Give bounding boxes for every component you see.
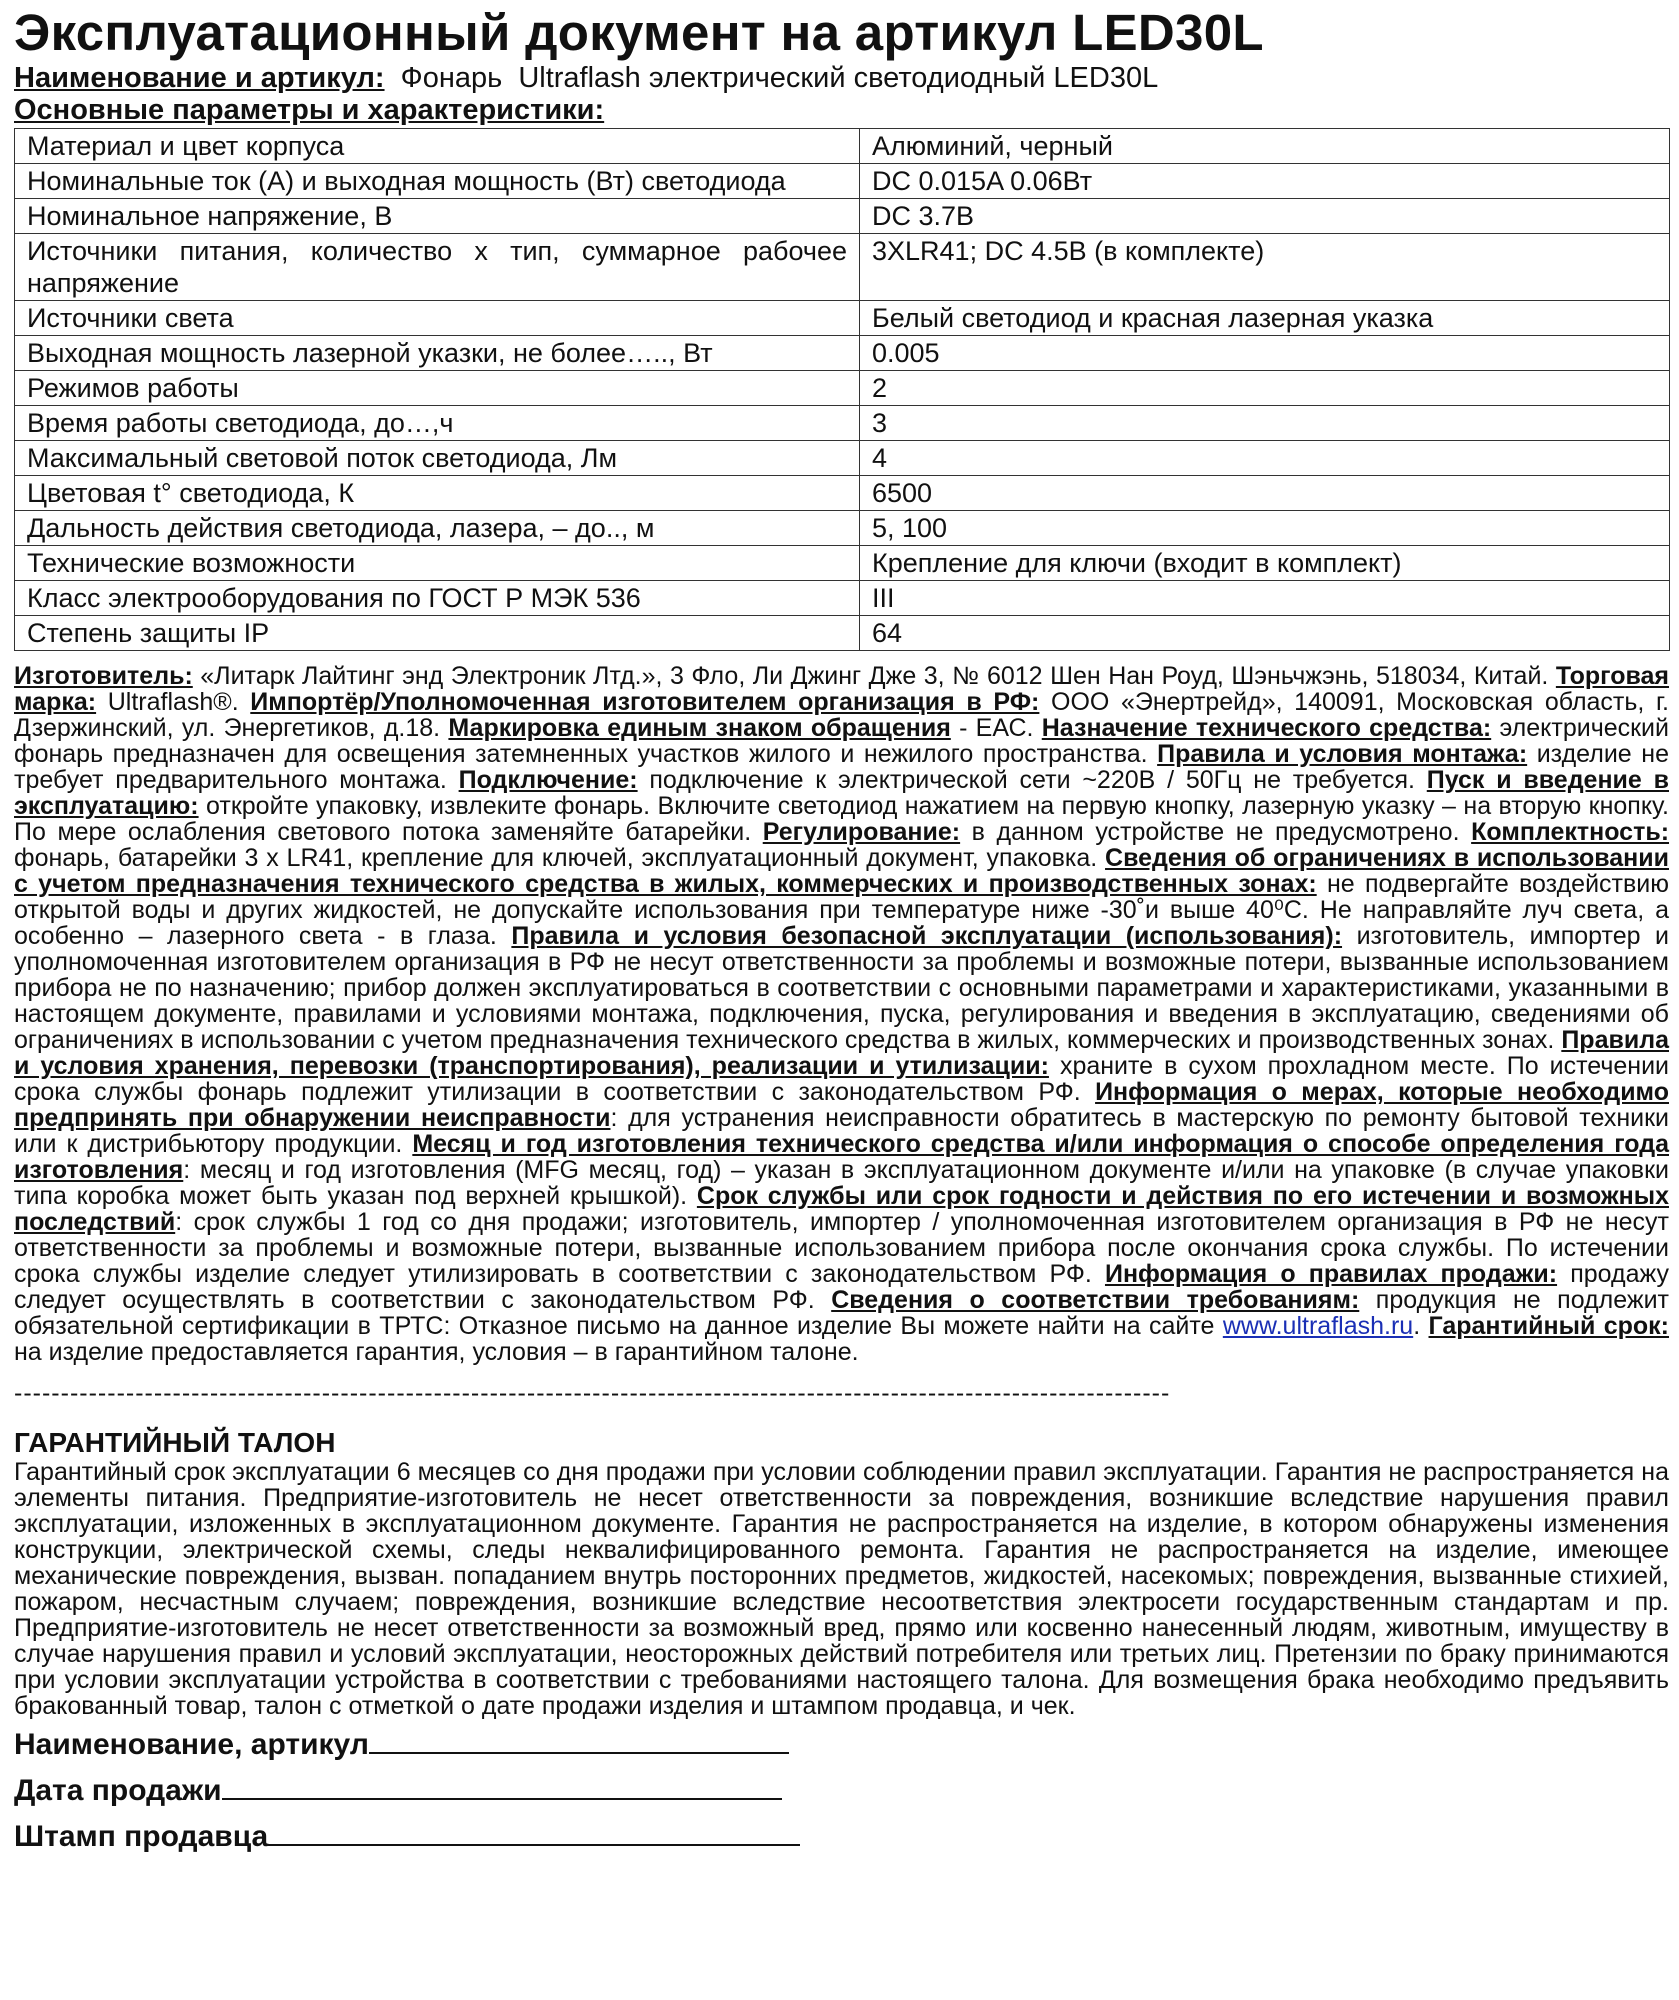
section-text: «Литарк Лайтинг энд Электроник Лтд.», 3 Фло, Ли Джинг Дже 3, № 6012 Шен Нан Роуд, Шэньчжэнь, 518034, Китай. — [192, 662, 1556, 690]
param-row — [15, 301, 1670, 336]
document-title: Эксплуатационный документ на артикул LED30L — [14, 4, 1264, 61]
section-heading: Информация о правилах продажи: — [1104, 1260, 1558, 1288]
param-name: Источники питания, количество х тип, суммарное рабочее напряжение — [15, 234, 860, 301]
section-heading: Гарантийный срок: — [1428, 1312, 1669, 1340]
param-name: Класс электрооборудования по ГОСТ Р МЭК 536 — [15, 581, 860, 616]
param-row — [15, 371, 1670, 406]
section-heading: Пуск и введение в эксплуатацию: — [14, 766, 1669, 820]
param-value: 3 — [860, 406, 1670, 441]
section-heading: Информация о мерах, которые необходимо предпринять при обнаружении неисправности — [14, 1078, 1669, 1132]
product-name-line — [14, 62, 1669, 94]
section-text: не подвергайте воздействию открытой воды и других жидкостей, не допускайте использования при температуре ниже -30˚и выше 40⁰С. Не направляйте луч света, а особенно – лазерного света - в глаза. — [14, 870, 1669, 950]
section-heading: Импортёр/Уполномоченная изготовителем организация в РФ: — [250, 688, 1040, 716]
param-value: 5, 100 — [860, 511, 1670, 546]
param-row — [15, 234, 1670, 301]
section-text: продукция не подлежит обязательной сертификации в ТРТС: Отказное письмо на данное изделие Вы можете найти на сайте — [14, 1286, 1669, 1340]
param-row — [15, 616, 1670, 651]
param-value: III — [860, 581, 1670, 616]
section-text: ООО «Энертрейд», 140091, Московская область, г. Дзержинский, ул. Энергетиков, д.18. — [14, 688, 1669, 742]
section-heading: Торговая марка: — [14, 662, 1669, 716]
section-text: - ЕАС. — [950, 714, 1042, 742]
section-text: : месяц и год изготовления (MFG месяц, год) – указан в эксплуатационном документе и/или на упаковке (в случае упаковки типа коробка может быть указан под верхней крышкой). — [14, 1156, 1669, 1210]
product-name-label: Наименование и артикул: — [14, 62, 385, 94]
param-name: Выходная мощность лазерной указки, не более….., Вт — [15, 336, 860, 371]
param-name: Номинальные ток (А) и выходная мощность (Вт) светодиода — [15, 164, 860, 199]
param-row — [15, 546, 1670, 581]
field-product-name-blank[interactable] — [369, 1728, 789, 1754]
section-text: Ultraflash®. — [96, 688, 251, 716]
param-value: DC 0.015A 0.06Вт — [860, 164, 1670, 199]
section-heading: Подключение: — [458, 766, 638, 794]
section-text: : срок службы 1 год со дня продажи; изготовитель, импортер / уполномоченная изготовителем организация в РФ не несут ответственности за проблемы и возможные потери, вызванные использованием прибора после окончания срока службы. По истечении срока службы изделие следует утилизировать в соответствии с законодательством РФ. — [14, 1208, 1669, 1288]
param-name: Максимальный световой поток светодиода, Лм — [15, 441, 860, 476]
section-text: фонарь, батарейки 3 х LR41, крепление для ключей, эксплуатационный документ, упаковка. — [14, 844, 1106, 872]
section-text: на изделие предоставляется гарантия, условия – в гарантийном талоне. — [14, 1338, 859, 1366]
param-row — [15, 406, 1670, 441]
field-product-name-label: Наименование, артикул — [14, 1728, 369, 1761]
params-table-body — [15, 129, 1670, 651]
field-seller-stamp-label: Штамп продавца — [14, 1820, 269, 1853]
section-heading: Правила и условия монтажа: — [1157, 740, 1528, 768]
section-text: продажу следует осуществлять в соответствии с законодательством РФ. — [14, 1260, 1669, 1314]
param-row — [15, 476, 1670, 511]
param-name: Степень защиты IP — [15, 616, 860, 651]
param-value: 0.005 — [860, 336, 1670, 371]
param-row — [15, 511, 1670, 546]
cut-line-separator: ---------------------------------------------------------------------------------------------------------------------------- — [14, 1379, 1171, 1407]
section-text: изделие не требует предварительного монтажа. — [14, 740, 1669, 794]
param-value: 3XLR41; DC 4.5В (в комплекте) — [860, 234, 1670, 301]
section-heading: Сведения об ограничениях в использовании с учетом предназначения технического средства в жилых, коммерческих и производственных зонах: — [14, 844, 1669, 898]
section-heading: Правила и условия хранения, перевозки (транспортирования), реализации и утилизации: — [14, 1026, 1669, 1080]
section-text: электрический фонарь предназначен для освещения затемненных участков жилого и нежилого пространства. — [14, 714, 1669, 768]
param-name: Время работы светодиода, до…,ч — [15, 406, 860, 441]
param-row — [15, 441, 1670, 476]
param-value: Алюминий, черный — [860, 129, 1670, 164]
param-row — [15, 336, 1670, 371]
warranty-text: Гарантийный срок эксплуатации 6 месяцев со дня продажи при условии соблюдении правил эксплуатации. Гарантия не распространяется на элементы питания. Предприятие-изготовитель не несет ответственности за повреждения, возникшие вследствие нарушения правил эксплуатации, изложенных в эксплуатационном документе. Гарантия не распространяется на изделие, в котором обнаружены изменения конструкции, электрической схемы, следы неквалифицированного ремонта. Гарантия не распространяется на изделие, имеющее механические повреждения, вызван. попаданием внутрь посторонних предметов, жидкостей, насекомых; повреждения, вызванные стихией, пожаром, несчастным случаем; повреждения, возникшие вследствие несоответствия электросети государственным стандартам и пр. Предприятие-изготовитель не несет ответственности за возможный вред, прямо или косвенно нанесенный людям, животным, имуществу в случае нарушения правил и условий эксплуатации, неосторожных действий потребителя или третьих лиц. Претензии по браку принимаются при условии эксплуатации устройства в соответствии с требованиями настоящего талона. Для возмещения брака необходимо предъявить бракованный товар, талон с отметкой о дате продажи изделия и штампом продавца, и чек. — [14, 1458, 1669, 1720]
field-seller-stamp — [14, 1817, 1669, 1857]
section-text: подключение к электрической сети ~220В / 50Гц не требуется. — [637, 766, 1427, 794]
params-table — [14, 128, 1670, 651]
param-name: Материал и цвет корпуса — [15, 129, 860, 164]
section-heading: Комплектность: — [1471, 818, 1670, 846]
param-row — [15, 199, 1670, 234]
param-row — [15, 129, 1670, 164]
section-heading: Срок службы или срок годности и действия по его истечении и возможных последствий — [14, 1182, 1669, 1236]
section-text: . — [1413, 1312, 1429, 1340]
section-text: : для устранения неисправности обратитесь в мастерскую по ремонту бытовой техники или к дистрибьютору продукции. — [14, 1104, 1670, 1158]
param-value: Крепление для ключи (входит в комплект) — [860, 546, 1670, 581]
section-heading: Правила и условия безопасной эксплуатации (использования): — [511, 922, 1343, 950]
section-text: в данном устройстве не предусмотрено. — [960, 818, 1472, 846]
param-name: Цветовая t° светодиода, К — [15, 476, 860, 511]
field-sale-date — [14, 1771, 1669, 1811]
param-row — [15, 164, 1670, 199]
warranty-title: ГАРАНТИЙНЫЙ ТАЛОН — [14, 1427, 336, 1458]
param-value: Белый светодиод и красная лазерная указка — [860, 301, 1670, 336]
param-name: Источники света — [15, 301, 860, 336]
field-sale-date-blank[interactable] — [222, 1774, 782, 1800]
section-heading: Регулирование: — [762, 818, 961, 846]
section-heading: Сведения о соответствии требованиям: — [831, 1286, 1360, 1314]
section-text: откройте упаковку, извлеките фонарь. Включите светодиод нажатием на первую кнопку, лазерную указку – на вторую кнопку. По мере ослабления светового потока заменяйте батарейки. — [14, 792, 1669, 846]
param-value: 6500 — [860, 476, 1670, 511]
field-sale-date-label: Дата продажи — [14, 1774, 222, 1807]
product-name-value: Фонарь Ultraflash электрический светодиодный LED30L — [384, 62, 1159, 94]
section-heading: Месяц и год изготовления технического средства и/или информация о способе определения года изготовления — [14, 1130, 1669, 1184]
section-text: изготовитель, импортер и уполномоченная изготовителем организация в РФ не несут ответственности за проблемы и возможные потери, вызванные использованием прибора не по назначению; прибор должен эксплуатироваться в соответствии с основными параметрами и характеристиками, указанными в настоящем документе, правилами и условиями монтажа, подключения, пуска, регулирования и введения в эксплуатацию, сведениями об ограничениях в использовании с учетом предназначения технического средства в жилых, коммерческих и производственных зонах. — [14, 922, 1669, 1054]
section-heading: Изготовитель: — [14, 662, 193, 690]
param-name: Номинальное напряжение, В — [15, 199, 860, 234]
section-text: храните в сухом прохладном месте. По истечении срока службы фонарь подлежит утилизации в соответствии с законодательством РФ. — [14, 1052, 1669, 1106]
param-value: 4 — [860, 441, 1670, 476]
param-value: 64 — [860, 616, 1670, 651]
param-name: Режимов работы — [15, 371, 860, 406]
param-name: Дальность действия светодиода, лазера, – до.., м — [15, 511, 860, 546]
field-seller-stamp-blank[interactable] — [268, 1820, 800, 1846]
param-value: 2 — [860, 371, 1670, 406]
param-value: DC 3.7В — [860, 199, 1670, 234]
param-name: Технические возможности — [15, 546, 860, 581]
section-heading: Назначение технического средства: — [1041, 714, 1492, 742]
section-heading: Маркировка единым знаком обращения — [448, 714, 951, 742]
param-row — [15, 581, 1670, 616]
field-product-name — [14, 1725, 1669, 1765]
instructions-text — [14, 663, 1669, 1365]
website-link[interactable]: www.ultraflash.ru — [1222, 1312, 1414, 1340]
params-heading: Основные параметры и характеристики: — [14, 94, 605, 126]
